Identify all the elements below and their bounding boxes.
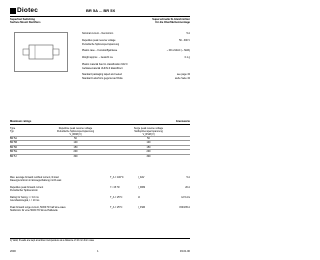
param-value: 5 A bbox=[186, 176, 190, 179]
footnote-rule bbox=[10, 238, 190, 239]
spec-label: Gehäusematerial UL94V-0 klassifiziert bbox=[82, 66, 123, 70]
spec-label: Standard Lieferform gegurtet auf Rolle bbox=[82, 76, 123, 80]
table-row bbox=[10, 154, 190, 158]
table-row bbox=[10, 136, 190, 140]
max-ratings-rule bbox=[10, 124, 190, 125]
param-value: 20 A bbox=[185, 186, 190, 189]
table-row bbox=[10, 149, 190, 153]
cell-type: BR 5G bbox=[10, 150, 18, 154]
param-text-de: Grenzlastintegral, t < 10 ms bbox=[10, 199, 40, 202]
spec-label: Nominal current – Nennstrom bbox=[82, 32, 114, 35]
col-vrrm-unit: V_RRM [V] bbox=[69, 133, 82, 136]
param-condition: T_A = 25°C bbox=[110, 196, 123, 199]
ratings-table bbox=[10, 127, 190, 158]
right-title-line2: für die Oberflächenmontage bbox=[155, 21, 190, 24]
cell-type: BR 5A bbox=[10, 137, 17, 140]
left-title-line2: Surface Mount Rectifiers bbox=[10, 21, 41, 24]
header-rule bbox=[10, 16, 190, 17]
col-vrsm-header bbox=[107, 127, 190, 136]
param-symbol: I_FAV bbox=[138, 176, 145, 179]
col-vrrm-header bbox=[44, 127, 107, 136]
param-text bbox=[10, 206, 110, 212]
param-text-de: Stoßstrom für eine 50/60 Hz Sinus-Halbwelle bbox=[10, 209, 58, 212]
param-value: 12.5 A²s bbox=[181, 196, 190, 199]
cell-vrrm: 100 bbox=[73, 141, 78, 145]
param-condition: T_A = 25°C bbox=[110, 206, 123, 209]
param-condition: f > 15 Hz bbox=[110, 186, 120, 189]
param-text-en: Peak forward surge current, 50/60 Hz half sine-wave bbox=[10, 206, 66, 209]
cell-type: BR 5B bbox=[10, 141, 17, 145]
spec-value: see page 34 bbox=[176, 73, 190, 76]
spec-value: siehe Seite 34 bbox=[174, 76, 190, 80]
part-range-title: BR 5A ... BR 5X bbox=[86, 8, 116, 13]
param-row bbox=[10, 186, 190, 192]
param-text bbox=[10, 176, 110, 182]
spec-row bbox=[82, 56, 190, 59]
spec-value: 50...300 V bbox=[179, 39, 190, 42]
param-row bbox=[10, 196, 190, 202]
param-text bbox=[10, 196, 110, 202]
col-vrsm-label: Surge peak reverse voltage bbox=[133, 127, 164, 130]
spec-row bbox=[82, 77, 190, 80]
col-type-header bbox=[10, 127, 44, 136]
cell-vrsm: 50 bbox=[147, 137, 150, 140]
spec-label: Periodische Spitzensperrspannung bbox=[82, 42, 120, 46]
right-title-line1: Superschnelle Si-Gleichrichter bbox=[152, 18, 190, 21]
logo-text: Diotec bbox=[17, 7, 39, 14]
spec-value: 5 A bbox=[186, 32, 190, 35]
spec-row bbox=[82, 43, 190, 46]
spec-value: ~ DO-214AC (~ SMA) bbox=[166, 49, 190, 52]
footer-page-number: 1 bbox=[97, 250, 99, 253]
col-vrrm-label: Repetitive peak reverse voltage bbox=[58, 127, 93, 130]
spec-value: 0.1 g bbox=[184, 56, 190, 59]
spec-label: Repetitive peak reverse voltage bbox=[82, 39, 116, 42]
cell-vrsm: 100 bbox=[146, 141, 151, 145]
cell-type: BR 5D bbox=[10, 145, 18, 149]
param-condition: T_A = 100°C bbox=[110, 176, 124, 179]
package-outline-icon bbox=[15, 33, 67, 71]
spec-label: Weight approx. – Gewicht ca. bbox=[82, 56, 114, 59]
cell-vrrm: 50 bbox=[74, 137, 77, 140]
cell-vrrm: 150 bbox=[73, 145, 78, 149]
col-type-label: Type bbox=[10, 127, 16, 130]
footer-left: 2000 bbox=[10, 250, 16, 253]
max-ratings-title-de: Grenzwerte bbox=[175, 120, 190, 123]
cell-vrsm: 150 bbox=[146, 145, 151, 149]
param-symbol: i²t bbox=[138, 196, 140, 199]
col-vrsm-unit: V_RSM [V] bbox=[142, 133, 155, 136]
left-title bbox=[10, 18, 41, 24]
param-text-en: Max. average forward rectified current, R-load bbox=[10, 176, 59, 179]
footer-date: 03.01.00 bbox=[179, 250, 190, 253]
left-title-line1: Superfast Switching bbox=[10, 18, 35, 21]
package-diagram bbox=[14, 32, 68, 72]
spec-label: Standard packaging taped and reeled bbox=[82, 73, 122, 76]
cell-vrsm: 200 bbox=[146, 150, 151, 154]
cell-type: BR 5J bbox=[10, 154, 17, 158]
param-row bbox=[10, 176, 190, 182]
param-value: 150/165 A bbox=[179, 206, 190, 209]
spec-row bbox=[82, 67, 190, 70]
param-text-en: Repetitive peak forward current bbox=[10, 186, 44, 189]
param-row bbox=[10, 206, 190, 212]
max-ratings-heading bbox=[10, 120, 190, 123]
cell-vrrm: 300 bbox=[73, 154, 78, 158]
param-symbol: I_FRM bbox=[138, 186, 146, 189]
spec-row bbox=[82, 49, 190, 52]
right-title bbox=[152, 18, 190, 24]
cell-vrrm: 200 bbox=[73, 150, 78, 154]
table-row bbox=[10, 145, 190, 149]
spec-label: Plastic case – Kunststoffgehäuse bbox=[82, 49, 118, 52]
cell-vrsm: 300 bbox=[146, 154, 151, 158]
param-text-en: Rating for fusing, t < 10 ms bbox=[10, 196, 39, 199]
param-symbol: I_FSM bbox=[138, 206, 146, 209]
spec-row bbox=[82, 32, 190, 35]
col-vrrm-label-de: Periodische Spitzensperrspannung bbox=[56, 130, 95, 133]
param-text-de: Periodischer Spitzenstrom bbox=[10, 189, 38, 192]
page-footer bbox=[10, 250, 190, 253]
logo-mark-icon bbox=[10, 8, 16, 14]
spec-label: Plastic material has UL classification 94V-0 bbox=[82, 63, 128, 66]
col-type-label-de: Typ bbox=[10, 130, 14, 133]
table-header bbox=[10, 127, 190, 136]
diotec-logo bbox=[10, 7, 38, 14]
max-ratings-title-en: Maximum ratings bbox=[10, 120, 32, 123]
param-text bbox=[10, 186, 110, 192]
param-text-de: Dauergrenzstrom in Einwegschaltung mit R-Last bbox=[10, 179, 62, 182]
footnote: 1) Valid, if leads are kept at ambient temperature at a distance of 10 mm from case bbox=[10, 240, 95, 242]
col-vrsm-label-de: Stoßspitzensperrspannung bbox=[134, 130, 163, 133]
table-row bbox=[10, 140, 190, 144]
